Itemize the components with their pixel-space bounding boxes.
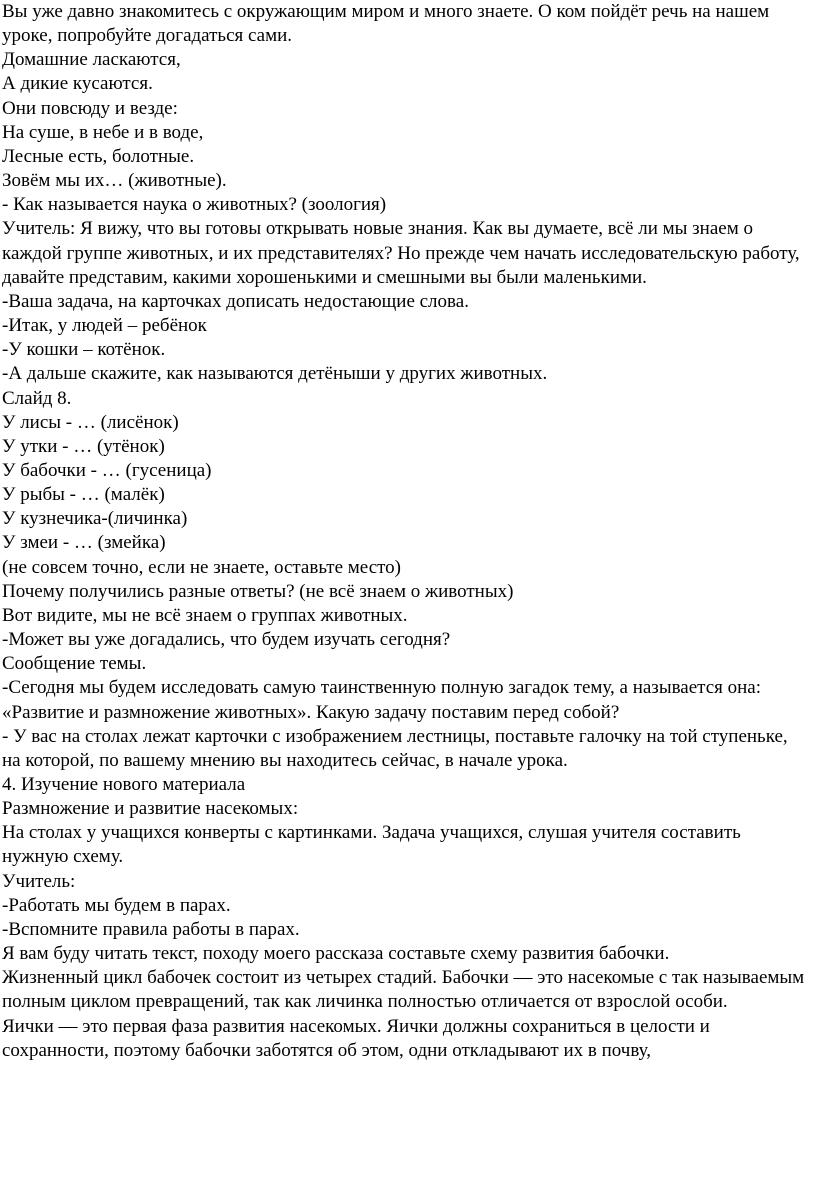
paragraph: У кузнечика-(личинка) — [2, 508, 188, 530]
paragraph: Учитель: — [2, 870, 76, 892]
paragraph: Яички — это первая фаза развития насекомых. Яички должны сохраниться в целости и сохранности, поэтому бабочки заботятся об этом, одни откладывают их в почву, — [2, 1015, 710, 1061]
paragraph: -Сегодня мы будем исследовать самую таинственную полную загадок тему, а называется она: «Развитие и размножение животных». Какую задачу поставим перед собой? — [2, 677, 762, 723]
paragraph: -Итак, у людей – ребёнок — [2, 315, 207, 337]
paragraph: У утки - … (утёнок) — [2, 435, 165, 457]
paragraph: Они повсюду и везде: — [2, 97, 178, 119]
paragraph: У змеи - … (змейка) — [2, 532, 166, 554]
paragraph: Вы уже давно знакомитесь с окружающим миром и много знаете. О ком пойдёт речь на нашем уроке, попробуйте догадаться сами. — [2, 1, 770, 47]
paragraph: 4. Изучение нового материала — [2, 774, 246, 795]
paragraph: -У кошки – котёнок. — [2, 339, 166, 361]
paragraph: Жизненный цикл бабочек состоит из четырех стадий. Бабочки — это насекомые с так называемым полным циклом превращений, так как личинка полностью отличается от взрослой особи. — [2, 967, 805, 1013]
paragraph: Домашние ласкаются, — [2, 49, 181, 71]
paragraph: -А дальше скажите, как называются детёныши у других животных. — [2, 363, 548, 385]
paragraph: Вот видите, мы не всё знаем о группах животных. — [2, 604, 408, 626]
paragraph: Сообщение темы. — [2, 653, 147, 675]
paragraph: На столах у учащихся конверты с картинками. Задача учащихся, слушая учителя составить нужную схему. — [2, 822, 741, 868]
paragraph: У лисы - … (лисёнок) — [2, 411, 179, 433]
paragraph: -Может вы уже догадались, что будем изучать сегодня? — [2, 629, 451, 651]
paragraph: - Как называется наука о животных? (зоология) — [2, 194, 387, 216]
paragraph: - У вас на столах лежат карточки с изображением лестницы, поставьте галочку на той ступеньке, на которой, по вашему мнению вы находитесь сейчас, в начале урока. — [2, 725, 788, 771]
paragraph: -Вспомните правила работы в парах. — [2, 918, 300, 940]
paragraph: У рыбы - … (малёк) — [2, 484, 165, 506]
paragraph: А дикие кусаются. — [2, 73, 153, 95]
paragraph: У бабочки - … (гусеница) — [2, 459, 212, 481]
paragraph: Слайд 8. — [2, 387, 72, 409]
paragraph: Учитель: Я вижу, что вы готовы открывать новые знания. Как вы думаете, всё ли мы знаем о каждой группе животных, и их представителях? Но прежде чем начать исследовательскую работу, давайте представим, какими хорошенькими и смешными вы были маленькими. — [2, 218, 800, 288]
paragraph: -Работать мы будем в парах. — [2, 894, 231, 916]
paragraph: Лесные есть, болотные. — [2, 145, 195, 167]
paragraph: Размножение и развитие насекомых: — [2, 798, 299, 820]
paragraph: На суше, в небе и в воде, — [2, 121, 204, 143]
paragraph: Почему получились разные ответы? (не всё знаем о животных) — [2, 580, 514, 602]
paragraph: -Ваша задача, на карточках дописать недостающие слова. — [2, 290, 469, 312]
paragraph: Зовём мы их… (животные). — [2, 170, 227, 192]
paragraph: Я вам буду читать текст, походу моего рассказа составьте схему развития бабочки. — [2, 943, 670, 965]
paragraph: (не совсем точно, если не знаете, оставьте место) — [2, 556, 402, 578]
